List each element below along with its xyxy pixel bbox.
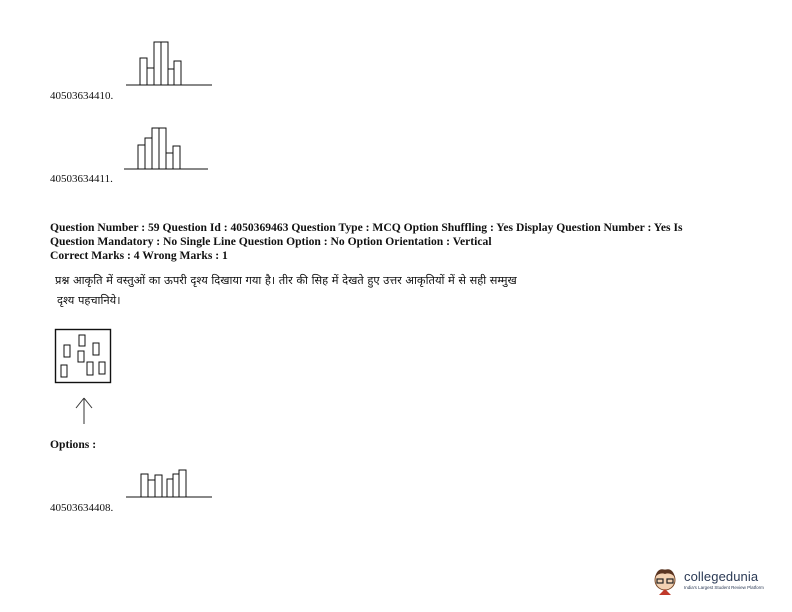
bar: [152, 128, 159, 169]
bar: [145, 138, 152, 169]
option-figure-1: [126, 38, 216, 88]
bar: [167, 479, 173, 497]
question-text-line: प्रश्न आकृति में वस्तुओं का ऊपरी दृश्य दिखाया गया है। तीर की सिह में देखते हुए उत्तर आकृतियों में से सही सम्मुख: [55, 274, 517, 287]
bar: [173, 474, 179, 497]
bar: [138, 145, 145, 169]
question-meta-line: Question Number : 59 Question Id : 4050369463 Question Type : MCQ Option Shuffling : Yes Display Question Number : Yes Is: [50, 221, 683, 234]
logo-text: collegedunia: [684, 569, 759, 584]
option-id: 40503634411.: [50, 173, 113, 185]
bar: [159, 128, 166, 169]
bar: [161, 42, 168, 85]
object: [93, 343, 99, 355]
question-text: [55, 271, 615, 311]
question-meta-line: Question Mandatory : No Single Line Question Option : No Option Orientation : Vertical: [50, 235, 492, 248]
bar: [179, 470, 186, 497]
bar: [140, 58, 147, 85]
bar: [147, 68, 154, 85]
logo-tagline: India's Largest Student Review Platform: [684, 585, 764, 590]
bar: [174, 61, 181, 85]
option-id: 40503634408.: [50, 502, 114, 514]
bar: [154, 42, 161, 85]
collegedunia-logo: [648, 567, 778, 601]
options-label: Options :: [50, 438, 97, 451]
bar: [155, 475, 162, 497]
question-text-line: दृश्य पहचानिये।: [57, 294, 121, 307]
question-figure-top-view: [55, 329, 115, 389]
bar: [141, 474, 148, 497]
option-figure-3: [126, 466, 216, 506]
bar: [148, 480, 155, 497]
option-figure-2: [124, 124, 214, 174]
object: [79, 335, 85, 346]
object: [61, 365, 67, 377]
question-meta: [50, 221, 750, 263]
option-id: 40503634410.: [50, 90, 114, 102]
bar: [166, 153, 173, 169]
object: [87, 362, 93, 375]
logo-mascot-icon: [650, 567, 680, 599]
bar: [173, 146, 180, 169]
marks-line: Correct Marks : 4 Wrong Marks : 1: [50, 249, 228, 262]
object: [64, 345, 70, 357]
object: [78, 351, 84, 362]
bar: [168, 69, 174, 85]
object: [99, 362, 105, 374]
up-arrow-icon: [72, 396, 96, 426]
